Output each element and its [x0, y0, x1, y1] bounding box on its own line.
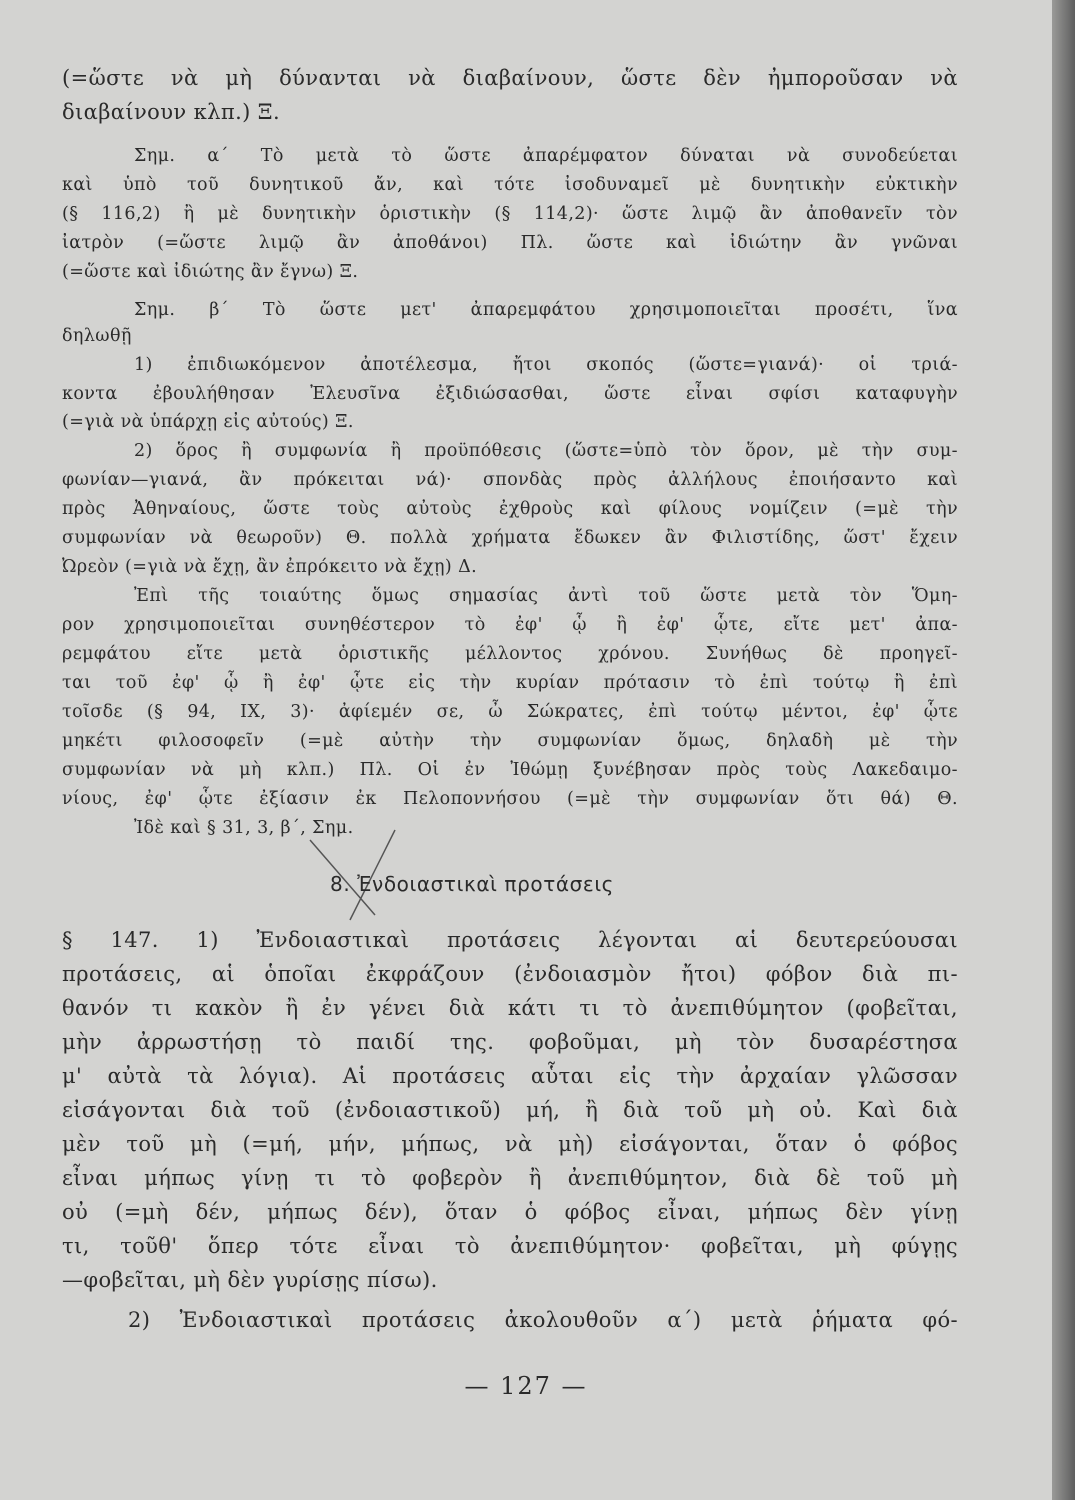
note-line: συμφωνίαν νὰ μὴ κλπ.) Πλ. Οἱ ἐν Ἰθώμῃ ξυνέβησαν πρὸς τοὺς Λακεδαιμο-: [62, 760, 958, 780]
note-line: τοῖσδε (§ 94, IX, 3)· ἀφίεμέν σε, ὦ Σώκρατες, ἐπὶ τούτῳ μέντοι, ἐφ' ᾧτε: [62, 702, 958, 722]
note-line: καὶ ὑπὸ τοῦ δυνητικοῦ ἄν, καὶ τότε ἰσοδυναμεῖ μὲ δυνητικὴν εὐκτικὴν: [62, 175, 958, 195]
note-line: συμφωνίαν νὰ θεωροῦν) Θ. πολλὰ χρήματα ἔδωκεν ἂν Φιλιστίδης, ὥστ' ἔχειν: [62, 528, 958, 548]
note-line: ται τοῦ ἐφ' ᾧ ἢ ἐφ' ᾧτε εἰς τὴν κυρίαν πρότασιν τὸ ἐπὶ τούτῳ ἢ ἐπὶ: [62, 673, 958, 693]
note-line: πρὸς Ἀθηναίους, ὥστε τοὺς αὐτοὺς ἐχθροὺς καὶ φίλους νομίζειν (=μὲ τὴν: [62, 499, 958, 519]
note-line: Σημ. α΄ Τὸ μετὰ τὸ ὥστε ἀπαρέμφατον δύναται νὰ συνοδεύεται: [134, 146, 958, 166]
body-line: εἰσάγονται διὰ τοῦ (ἐνδοιαστικοῦ) μή, ἢ διὰ τοῦ μὴ οὐ. Καὶ διὰ: [62, 1098, 958, 1122]
text-line: διαβαίνουν κλπ.) Ξ.: [62, 100, 281, 124]
page-number: — 127 —: [464, 1372, 588, 1400]
body-line: εἶναι μήπως γίνῃ τι τὸ φοβερὸν ἢ ἀνεπιθύμητον, διὰ δὲ τοῦ μὴ: [62, 1166, 958, 1190]
body-line: προτάσεις, αἱ ὁποῖαι ἐκφράζουν (ἐνδοιασμὸν ἤτοι) φόβον διὰ πι-: [62, 962, 958, 986]
body-line: θανόν τι κακὸν ἢ ἐν γένει διὰ κάτι τι τὸ ἀνεπιθύμητον (φοβεῖται,: [62, 996, 958, 1020]
note-line: κοντα ἐβουλήθησαν Ἐλευσῖνα ἐξιδιώσασθαι, ὥστε εἶναι σφίσι καταφυγὴν: [62, 384, 958, 404]
note-line: νίους, ἐφ' ᾧτε ἐξίασιν ἐκ Πελοποννήσου (=μὲ τὴν συμφωνίαν ὅτι θά) Θ.: [62, 789, 958, 809]
note-line: Ἐπὶ τῆς τοιαύτης ὅμως σημασίας ἀντὶ τοῦ ὥστε μετὰ τὸν Ὅμη-: [134, 586, 958, 606]
note-line: 1) ἐπιδιωκόμενον ἀποτέλεσμα, ἤτοι σκοπός (ὥστε=γιανά)· οἱ τριά-: [134, 355, 958, 375]
body-line: 2) Ἐνδοιαστικαὶ προτάσεις ἀκολουθοῦν α΄) μετὰ ῥήματα φό-: [128, 1308, 958, 1332]
note-line: Σημ. β΄ Τὸ ὥστε μετ' ἀπαρεμφάτου χρησιμοποιεῖται προσέτι, ἵνα: [134, 300, 958, 320]
body-line: § 147. 1) Ἐνδοιαστικαὶ προτάσεις λέγονται αἱ δευτερεύουσαι: [62, 928, 958, 952]
body-line: οὐ (=μὴ δέν, μήπως δέν), ὅταν ὁ φόβος εἶναι, μήπως δὲν γίνῃ: [62, 1200, 958, 1224]
text-line: (=ὥστε νὰ μὴ δύνανται νὰ διαβαίνουν, ὥστε δὲν ἠμποροῦσαν νὰ: [62, 66, 958, 90]
body-line: μὴν ἀρρωστήσῃ τὸ παιδί της. φοβοῦμαι, μὴ τὸν δυσαρέστησα: [62, 1030, 958, 1054]
body-line: μ' αὐτὰ τὰ λόγια). Αἱ προτάσεις αὗται εἰς τὴν ἀρχαίαν γλῶσσαν: [62, 1064, 958, 1088]
note-line: ρεμφάτου εἴτε μετὰ ὁριστικῆς μέλλοντος χρόνου. Συνήθως δὲ προηγεῖ-: [62, 644, 958, 664]
note-line: ρον χρησιμοποιεῖται συνηθέστερον τὸ ἐφ' ᾧ ἢ ἐφ' ᾧτε, εἴτε μετ' ἀπα-: [62, 615, 958, 635]
section-heading: 8. Ἐνδοιαστικαὶ προτάσεις: [330, 872, 615, 896]
body-line: μὲν τοῦ μὴ (=μή, μήν, μήπως, νὰ μὴ) εἰσάγονται, ὅταν ὁ φόβος: [62, 1132, 958, 1156]
body-line: τι, τοῦθ' ὅπερ τότε εἶναι τὸ ἀνεπιθύμητον· φοβεῖται, μὴ φύγῃς: [62, 1234, 958, 1258]
note-line: (=ὥστε καὶ ἰδιώτης ἂν ἔγνω) Ξ.: [62, 262, 359, 282]
body-line: —φοβεῖται, μὴ δὲν γυρίσῃς πίσω).: [62, 1268, 438, 1292]
note-line: (§ 116,2) ἢ μὲ δυνητικὴν ὁριστικὴν (§ 114,2)· ὥστε λιμῷ ἂν ἀποθανεῖν τὸν: [62, 204, 958, 224]
note-line: Ἰδὲ καὶ § 31, 3, β΄, Σημ.: [134, 818, 354, 838]
note-line: φωνίαν—γιανά, ἂν πρόκειται νά)· σπονδὰς πρὸς ἀλλήλους ἐποιήσαντο καὶ: [62, 470, 958, 490]
page-edge: [1052, 0, 1075, 1500]
note-line: δηλωθῇ: [62, 326, 132, 346]
note-line: (=γιὰ νὰ ὑπάρχῃ εἰς αὐτούς) Ξ.: [62, 412, 354, 432]
note-line: ἰατρὸν (=ὥστε λιμῷ ἂν ἀποθάνοι) Πλ. ὥστε καὶ ἰδιώτην ἂν γνῶναι: [62, 233, 958, 253]
note-line: Ὠρεὸν (=γιὰ νὰ ἔχῃ, ἂν ἐπρόκειτο νὰ ἔχῃ) Δ.: [62, 557, 478, 577]
note-line: 2) ὅρος ἢ συμφωνία ἢ προϋπόθεσις (ὥστε=ὑπὸ τὸν ὅρον, μὲ τὴν συμ-: [134, 441, 958, 461]
note-line: μηκέτι φιλοσοφεῖν (=μὲ αὐτὴν τὴν συμφωνίαν ὅμως, δηλαδὴ μὲ τὴν: [62, 731, 958, 751]
